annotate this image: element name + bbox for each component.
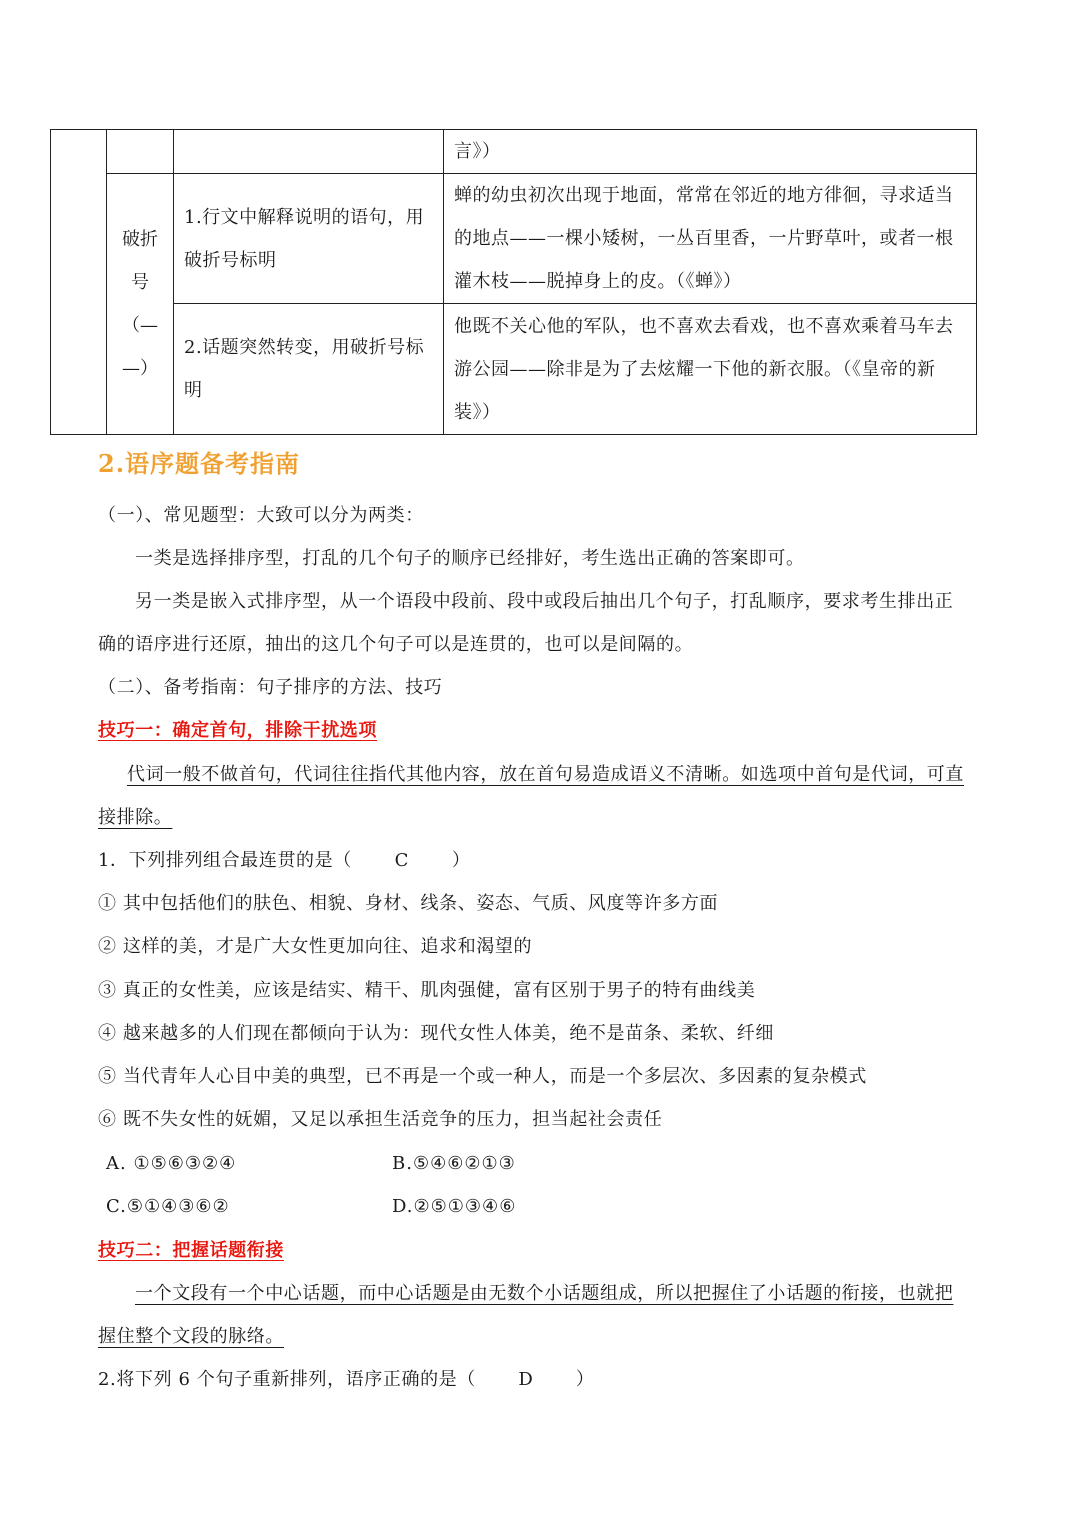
usage-cell (174, 174, 444, 304)
paragraph: 确的语序进行还原，抽出的这几个句子可以是连贯的，也可以是间隔的。 (98, 634, 694, 655)
list-item: ② 这样的美，才是广大女性更加向往、追求和渴望的 (98, 936, 533, 957)
label-cell (107, 130, 174, 174)
text-line: 他既不关心他的军队，也不喜欢去看戏，也不喜欢乘着马车去 (454, 315, 954, 337)
usage-cell (174, 304, 444, 435)
answer-value: D (518, 1369, 534, 1390)
usage-text (174, 326, 443, 412)
text-line: 破折号标明 (184, 249, 277, 271)
option-d: D.②⑤①③④⑥ (392, 1196, 517, 1217)
text-line: 2.话题突然转变，用破折号标 (184, 337, 425, 358)
table-row (51, 174, 977, 304)
answer-value: C (394, 850, 410, 871)
tip1-title: 技巧一：确定首句，排除干扰选项 (98, 720, 377, 741)
part2-title: （二）、备考指南：句子排序的方法、技巧 (98, 677, 443, 698)
label-line: 破折 (122, 229, 158, 250)
paragraph: 一类是选择排序型，打乱的几个句子的顺序已经排好，考生选出正确的答案即可。 (135, 548, 805, 569)
dash-label (107, 218, 173, 390)
tip1-text: 接排除。 (98, 807, 173, 828)
label-line: —） (122, 358, 158, 379)
list-item: ④ 越来越多的人们现在都倾向于认为：现代女性人体美，绝不是苗条、柔软、纤细 (98, 1023, 774, 1044)
question-1-stem (98, 839, 470, 882)
category-cell (51, 130, 107, 435)
option-a: A. ①⑤⑥③②④ (106, 1153, 237, 1174)
list-item: ① 其中包括他们的肤色、相貌、身材、线条、姿态、气质、风度等许多方面 (98, 893, 719, 914)
table-row (51, 304, 977, 435)
paragraph: 另一类是嵌入式排序型，从一个语段中段前、段中或段后抽出几个句子，打乱顺序，要求考生排出正 (135, 591, 954, 612)
example-text (444, 305, 976, 434)
tip2-text: 握住整个文段的脉络。 (98, 1326, 284, 1347)
example-cell (444, 174, 977, 304)
example-cell (444, 304, 977, 435)
list-item: ③ 真正的女性美，应该是结实、精干、肌肉强健，富有区别于男子的特有曲线美 (98, 980, 756, 1001)
example-text: 言》） (454, 141, 501, 162)
list-item: ⑥ 既不失女性的妩媚，又足以承担生活竞争的压力，担当起社会责任 (98, 1109, 663, 1130)
list-item: ⑤ 当代青年人心目中美的典型，已不再是一个或一种人，而是一个多层次、多因素的复杂模式 (98, 1066, 867, 1087)
punctuation-usage-table (50, 129, 977, 435)
usage-text (174, 196, 443, 282)
stem-text: 1．下列排列组合最连贯的是（ (98, 850, 352, 871)
example-text (444, 174, 976, 303)
tip2-text: 一个文段有一个中心话题，而中心话题是由无数个小话题组成，所以把握住了小话题的衔接，也就把 (135, 1283, 954, 1304)
tip2-title: 技巧二：把握话题衔接 (98, 1240, 284, 1261)
text-line: 1.行文中解释说明的语句，用 (184, 206, 425, 228)
example-cell (444, 130, 977, 174)
section-heading: 2.语序题备考指南 (98, 449, 301, 478)
dash-label-cell (107, 174, 174, 435)
text-line: 蝉的幼虫初次出现于地面，常常在邻近的地方徘徊，寻求适当 (454, 185, 954, 206)
option-c: C.⑤①④③⑥② (106, 1196, 230, 1217)
text-line: 游公园——除非是为了去炫耀一下他的新衣服。（《皇帝的新 (454, 358, 936, 380)
label-line: 号 (131, 272, 149, 293)
part1-title: （一）、常见题型：大致可以分为两类： (98, 505, 424, 526)
usage-cell (174, 130, 444, 174)
question-2-stem (98, 1358, 594, 1401)
text-line: 装》） (454, 401, 501, 423)
stem-text: ） (451, 850, 471, 871)
label-line: （— (122, 315, 158, 336)
stem-text: 2.将下列 6 个句子重新排列，语序正确的是（ (98, 1369, 476, 1390)
text-line: 明 (184, 380, 203, 401)
stem-text: ） (575, 1369, 595, 1390)
text-line: 灌木枝——脱掉身上的皮。（《蝉》） (454, 271, 742, 292)
option-b: B.⑤④⑥②①③ (392, 1153, 516, 1174)
text-line: 的地点——一棵小矮树，一丛百里香，一片野草叶，或者一根 (454, 228, 954, 249)
table-row (51, 130, 977, 174)
tip1-text: 代词一般不做首句，代词往往指代其他内容，放在首句易造成语义不清晰。如选项中首句是代词，可直 (127, 764, 964, 785)
